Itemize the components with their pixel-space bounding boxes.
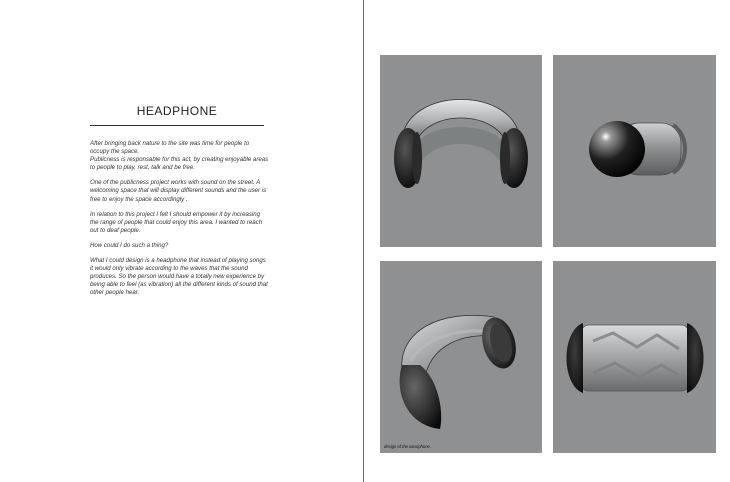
headphone-perspective-image xyxy=(380,261,542,453)
body-text xyxy=(90,140,270,305)
paragraph-design: What I could design is a headphone that instead of playing songs it would only vibrate according to the waves that the sound produces. So the person would have a totally new experience by being able to feel (as vibration) all the different kinds of sound that other people hear. xyxy=(90,257,268,297)
page-title: HEADPHONE xyxy=(136,104,218,118)
paragraph-intro xyxy=(90,140,270,172)
render-side-view xyxy=(553,55,716,247)
paragraph-question: How could I do such a thing? xyxy=(90,241,169,249)
paragraph-line: Publicness is responsable for this act, by creating enjoyable areas to people to play, rest, talk and be free. xyxy=(90,156,269,172)
paragraph-deaf: In relation to this project I felt I should empower it by increasing the range of people that could enjoy this area. I wanted to reach out to deaf people. xyxy=(90,210,263,234)
paragraph-publicness: One of the publicness project works with sound on the street. A welcoming space that will display different sounds and the user is free to enjoy the space accordingly . xyxy=(90,179,267,203)
headphone-side-image xyxy=(553,55,716,247)
paragraph-line: After bringing back nature to the site was time for people to occupy the space. xyxy=(90,140,250,156)
title-underline xyxy=(90,125,264,126)
page-spread-divider xyxy=(363,0,364,482)
figure-caption: design of the wearphone. xyxy=(384,444,432,449)
render-perspective-view xyxy=(380,261,542,453)
render-top-view xyxy=(553,261,716,453)
headphone-top-image xyxy=(553,261,716,453)
render-front-view xyxy=(380,55,542,247)
headphone-front-image xyxy=(380,55,542,247)
